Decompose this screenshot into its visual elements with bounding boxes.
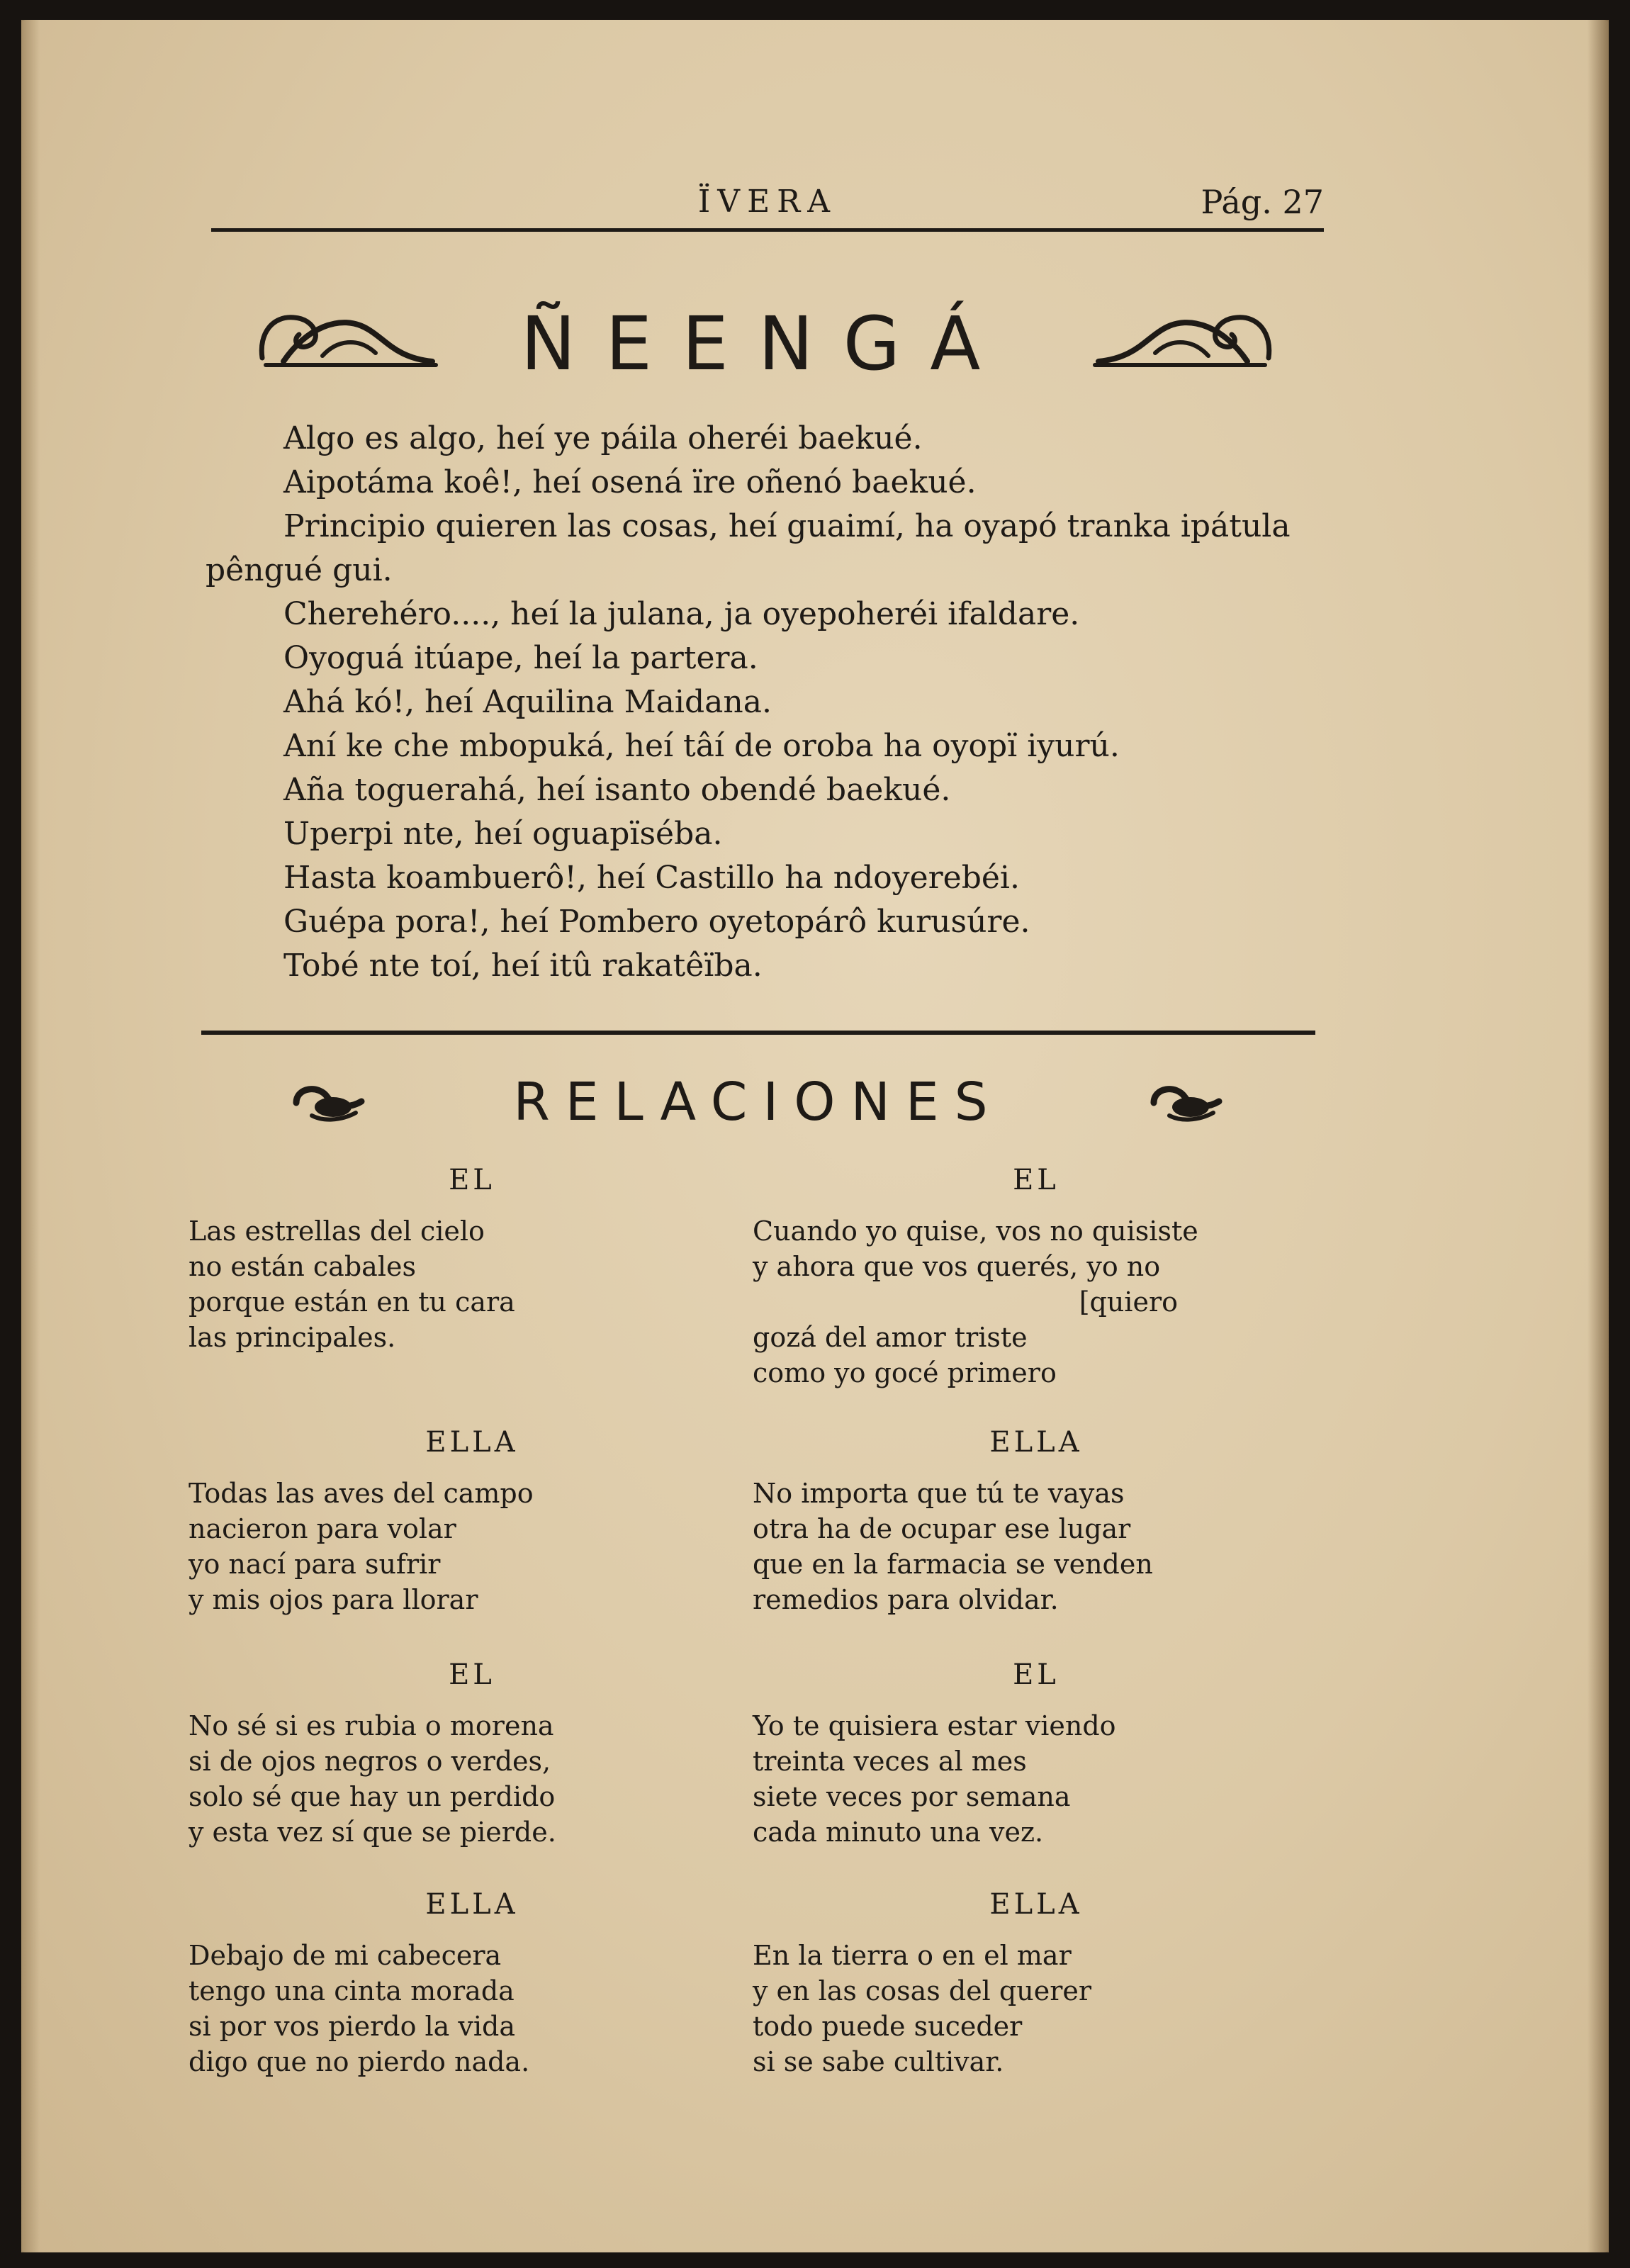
section-title-row	[255, 291, 1276, 397]
stanza	[753, 1162, 1320, 1391]
saying: Aipotáma koê!, heí osená ïre oñenó baekué.	[283, 464, 977, 500]
speaker-label: EL	[1013, 1658, 1060, 1691]
verse-line: No importa que tú te vayas	[753, 1478, 1125, 1509]
verse-line: gozá del amor triste	[753, 1322, 1028, 1353]
verse-line: nacieron para volar	[189, 1513, 456, 1544]
verse-line: cada minuto una vez.	[753, 1817, 1044, 1848]
saying: Uperpi nte, heí oguapïséba.	[283, 816, 723, 852]
stanza	[189, 1887, 755, 2079]
saying: Ahá kó!, heí Aquilina Maidana.	[283, 684, 772, 720]
verse-line: y ahora que vos querés, yo no	[753, 1251, 1161, 1282]
verse-line: Cuando yo quise, vos no quisiste	[753, 1216, 1198, 1247]
page-number: Pág. 27	[1201, 183, 1324, 221]
saying: Cherehéro...., heí la julana, ja oyepoheréi ifaldare.	[283, 596, 1080, 632]
verse-line: yo nací para sufrir	[189, 1549, 441, 1580]
verse-line: que en la farmacia se venden	[753, 1549, 1153, 1580]
verse-line: Todas las aves del campo	[189, 1478, 534, 1509]
verse-line: y esta vez sí que se pierde.	[189, 1817, 556, 1848]
speaker-label: ELLA	[425, 1888, 519, 1921]
speaker-label: ELLA	[425, 1426, 519, 1459]
verse-line: porque están en tu cara	[189, 1286, 515, 1318]
saying: Guépa pora!, heí Pombero oyetopárô kurusúre.	[283, 904, 1030, 940]
flourish-right-icon	[1148, 1082, 1226, 1124]
verse-line: como yo gocé primero	[753, 1357, 1057, 1388]
stanza	[189, 1657, 755, 1850]
stanza	[753, 1887, 1320, 2079]
stanza	[753, 1657, 1320, 1850]
speaker-label: ELLA	[989, 1888, 1083, 1921]
verse-line: otra ha de ocupar ese lugar	[753, 1513, 1131, 1544]
saying: Aní ke che mbopuká, heí tâí de oroba ha oyopï iyurú.	[283, 728, 1120, 764]
verse-line: todo puede suceder	[753, 2011, 1023, 2042]
verse-line: si se sabe cultivar.	[753, 2046, 1004, 2077]
verse-line: Debajo de mi cabecera	[189, 1940, 502, 1971]
saying: Algo es algo, heí ye páila oheréi baekué.	[283, 420, 923, 456]
verse-line: y mis ojos para llorar	[189, 1584, 478, 1615]
wave-ornament-right-icon	[1091, 291, 1276, 376]
verse-line: digo que no pierdo nada.	[189, 2046, 530, 2077]
section-title-neenga: ÑEENGÁ	[520, 301, 1011, 387]
stanza	[189, 1162, 755, 1355]
saying: Principio quieren las cosas, heí guaimí, ha oyapó tranka ipátula pêngué gui.	[206, 508, 1291, 588]
verse-line: no están cabales	[189, 1251, 416, 1282]
verse-line: treinta veces al mes	[753, 1746, 1027, 1777]
speaker-label: ELLA	[989, 1426, 1083, 1459]
saying: Hasta koambuerô!, heí Castillo ha ndoyerebéi.	[283, 860, 1020, 896]
stanza	[189, 1425, 755, 1617]
verse-line: solo sé que hay un perdido	[189, 1781, 556, 1812]
header-rule	[211, 228, 1324, 232]
speaker-label: EL	[1013, 1164, 1060, 1196]
saying: Tobé nte toí, heí itû rakatêïba.	[283, 948, 763, 984]
verse-line: Yo te quisiera estar viendo	[753, 1710, 1116, 1741]
verse-line: [quiero	[1079, 1286, 1178, 1318]
verse-line: las principales.	[189, 1322, 396, 1353]
verse-line: Las estrellas del cielo	[189, 1216, 485, 1247]
verse-line: No sé si es rubia o morena	[189, 1710, 554, 1741]
verse-line: si por vos pierdo la vida	[189, 2011, 516, 2042]
verse-line: si de ojos negros o verdes,	[189, 1746, 551, 1777]
speaker-label: EL	[449, 1164, 495, 1196]
saying: Oyoguá itúape, heí la partera.	[283, 640, 758, 676]
verse-line: y en las cosas del querer	[753, 1975, 1092, 2006]
running-header	[211, 181, 1324, 223]
verse-line: remedios para olvidar.	[753, 1584, 1059, 1615]
saying: Aña toguerahá, heí isanto obendé baekué.	[283, 772, 951, 808]
section-title-relaciones: RELACIONES	[513, 1072, 1004, 1133]
stanza	[753, 1425, 1320, 1617]
section-rule	[201, 1031, 1315, 1035]
journal-name: ÏVERA	[697, 184, 838, 220]
verse-line: En la tierra o en el mar	[753, 1940, 1072, 1971]
verse-line: tengo una cinta morada	[189, 1975, 515, 2006]
sayings-list	[206, 417, 1325, 988]
verse-line: siete veces por semana	[753, 1781, 1071, 1812]
relaciones-title-row	[291, 1063, 1226, 1141]
speaker-label: EL	[449, 1658, 495, 1691]
